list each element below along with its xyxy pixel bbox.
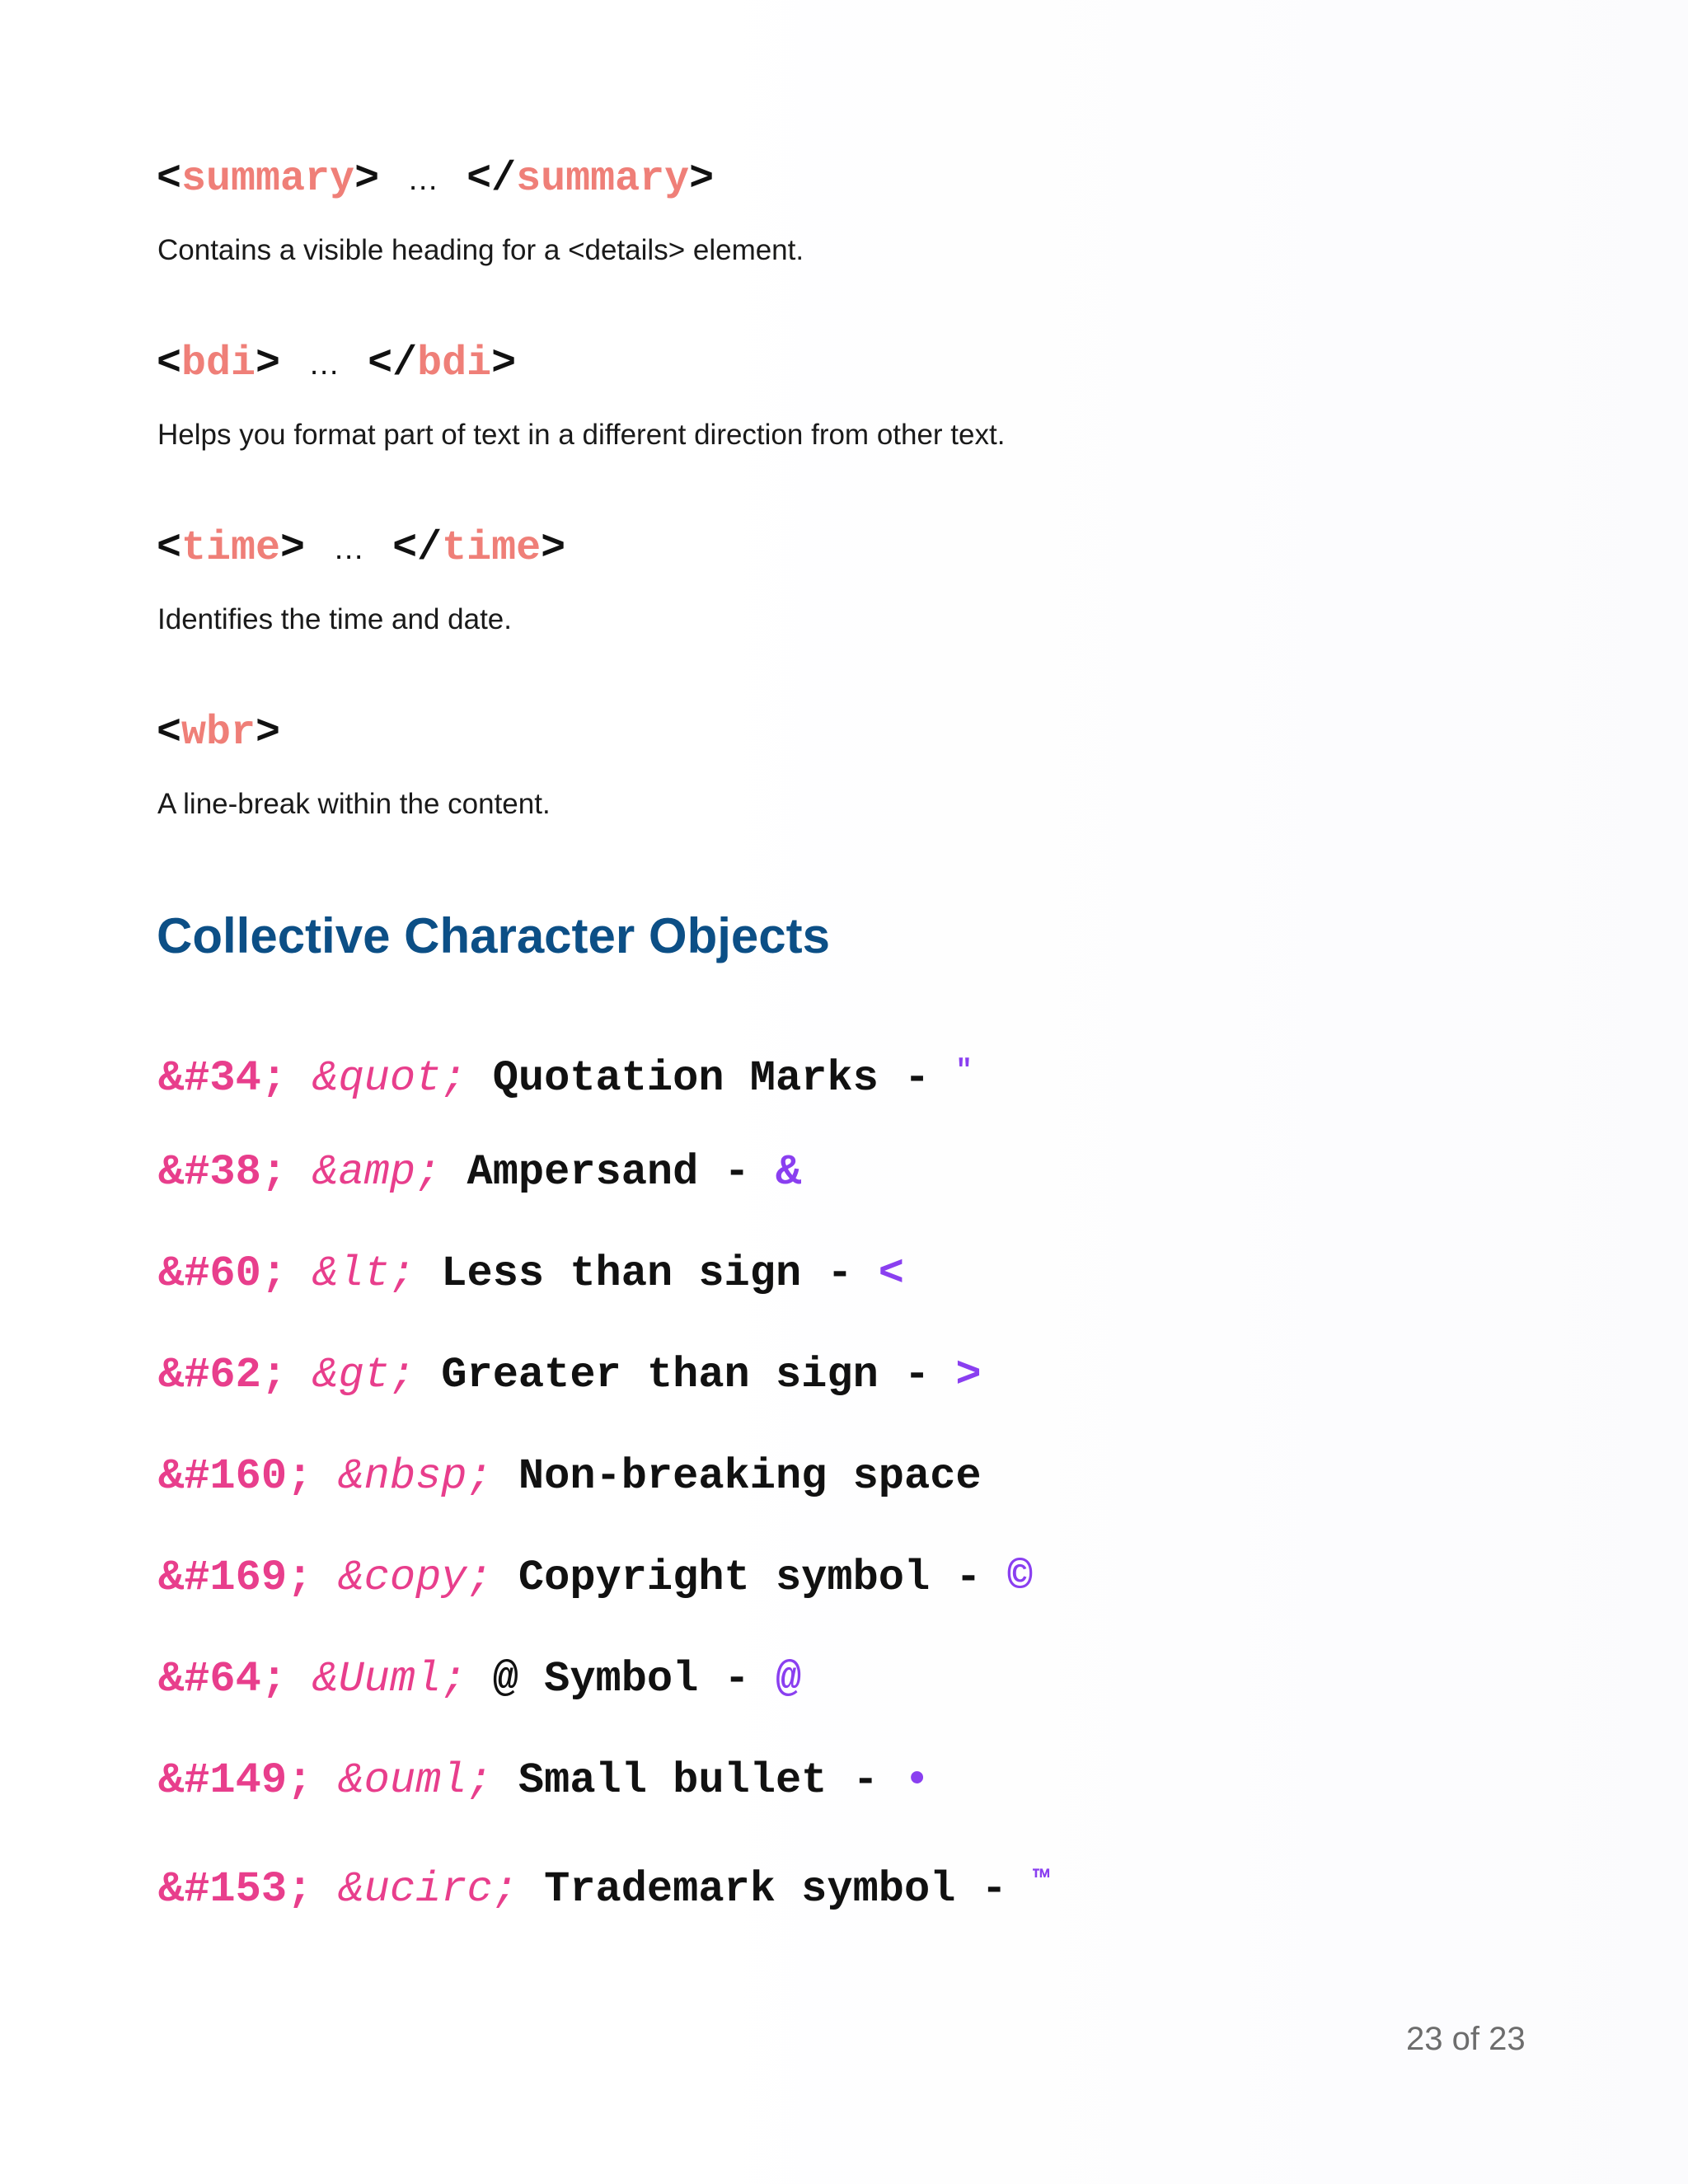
entity-code: &#153; (158, 1865, 313, 1914)
entity-code: &#34; (158, 1054, 288, 1103)
tag-description-bdi: Helps you format part of text in a different direction from other text. (157, 419, 1006, 451)
entity-name: &amp; (312, 1148, 442, 1197)
tag-open-name: wbr (181, 710, 256, 757)
entity-name: &Uuml; (312, 1655, 467, 1704)
entity-code: &#60; (158, 1249, 288, 1298)
tag-description-time: Identifies the time and date. (157, 603, 512, 635)
tag-open-name: time (181, 525, 281, 572)
entity-row-nbsp (158, 1451, 982, 1503)
entity-row-amp (158, 1146, 801, 1199)
tag-description-wbr: A line-break within the content. (157, 788, 551, 820)
entity-description: Less than sign - (441, 1249, 879, 1298)
tag-close-suffix: > (491, 340, 517, 387)
tag-description-summary: Contains a visible heading for a <details> element. (157, 234, 804, 266)
tag-close-name: bdi (417, 340, 492, 387)
tag-separator: … (333, 532, 365, 566)
entity-row-lt (158, 1248, 904, 1301)
tag-separator: … (308, 347, 340, 382)
tag-open-name: summary (181, 156, 355, 203)
entity-description: Greater than sign - (441, 1351, 956, 1399)
tag-title-bdi (157, 340, 516, 389)
tag-open-name: bdi (181, 340, 256, 387)
entity-glyph: " (955, 1056, 973, 1087)
tag-open-prefix: < (157, 156, 182, 203)
section-heading: Collective Character Objects (157, 908, 831, 963)
page-number: 23 of 23 (1406, 2021, 1526, 2057)
tag-close-prefix: </ (467, 156, 517, 203)
entity-description: @ Symbol - (492, 1655, 776, 1704)
entity-glyph: & (775, 1148, 802, 1197)
entity-code: &#169; (158, 1554, 313, 1602)
entity-code: &#160; (158, 1452, 313, 1501)
entity-row-trademark (158, 1856, 1049, 1916)
entity-description: Copyright symbol - (518, 1554, 1007, 1602)
entity-row-at (158, 1653, 801, 1706)
entity-glyph: ™ (1033, 1867, 1050, 1898)
tag-title-time (157, 524, 565, 574)
tag-close-suffix: > (541, 525, 566, 572)
entity-code: &#64; (158, 1655, 288, 1704)
entity-glyph: @ (775, 1655, 802, 1704)
tag-open-prefix: < (157, 710, 182, 757)
tag-open-suffix: > (256, 340, 281, 387)
tag-close-prefix: </ (368, 340, 418, 387)
tag-close-prefix: </ (392, 525, 443, 572)
tag-open-suffix: > (280, 525, 306, 572)
tag-close-name: time (442, 525, 542, 572)
tag-title-wbr (157, 709, 280, 758)
entity-name: &ucirc; (338, 1865, 518, 1914)
tag-open-suffix: > (256, 710, 281, 757)
entity-row-copy (158, 1552, 1033, 1605)
tag-separator: … (407, 162, 439, 197)
entity-description: Non-breaking space (518, 1452, 982, 1501)
entity-name: &gt; (312, 1351, 416, 1399)
entity-glyph: • (903, 1756, 931, 1805)
entity-glyph: < (878, 1249, 905, 1298)
tag-close-suffix: > (689, 156, 715, 203)
entity-glyph: > (955, 1351, 982, 1399)
entity-description: Small bullet - (518, 1756, 904, 1805)
entity-name: &quot; (312, 1054, 467, 1103)
entity-description: Ampersand - (467, 1148, 776, 1197)
entity-code: &#38; (158, 1148, 288, 1197)
entity-name: &lt; (312, 1249, 416, 1298)
entity-row-quot (158, 1045, 973, 1105)
entity-row-gt (158, 1349, 982, 1402)
tag-close-name: summary (516, 156, 690, 203)
tag-open-prefix: < (157, 525, 182, 572)
entity-glyph: © (1006, 1554, 1034, 1602)
entity-description: Quotation Marks - (492, 1054, 956, 1103)
tag-title-summary (157, 155, 714, 204)
entity-description: Trademark symbol - (544, 1865, 1034, 1914)
entity-name: &ouml; (338, 1756, 493, 1805)
tag-open-prefix: < (157, 340, 182, 387)
tag-open-suffix: > (354, 156, 380, 203)
entity-name: &copy; (338, 1554, 493, 1602)
entity-code: &#62; (158, 1351, 288, 1399)
entity-row-bullet (158, 1755, 930, 1807)
entity-name: &nbsp; (338, 1452, 493, 1501)
entity-code: &#149; (158, 1756, 313, 1805)
